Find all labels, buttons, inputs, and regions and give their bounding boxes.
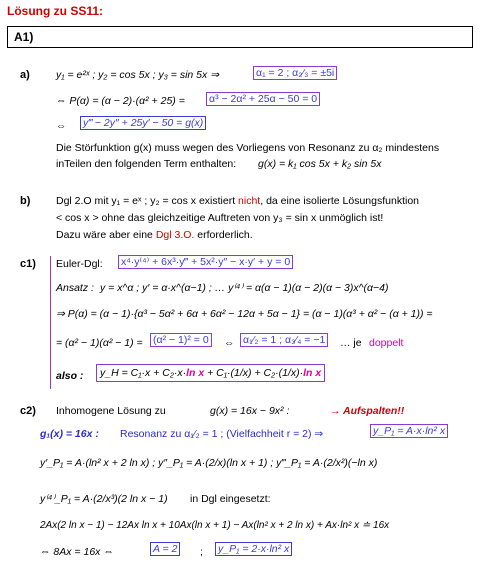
c2-line1: Inhomogene Lösung zu <box>56 405 166 417</box>
c1-ansatz-label: Ansatz : <box>56 282 94 294</box>
c2-d4: y⁽⁴⁾_P₁ = A·(2/x³)(2 ln x − 1) <box>40 493 168 505</box>
part-b-line3-post: erforderlich. <box>197 229 253 241</box>
c2-final: ⇔ 8Ax = 16x ⇔ <box>40 546 114 558</box>
c1-ln2: ln x <box>303 367 322 379</box>
c1-yh-1: y_H = C₁·x + C₂·x· <box>100 367 187 379</box>
part-a-equiv: ⇔ <box>56 120 67 132</box>
part-a-formula: g(x) = k₁ cos 5x + k₂ sin 5x <box>258 158 382 170</box>
part-b-line1 <box>56 195 419 207</box>
c2-derivs: y′_P₁ = A·(ln² x + 2 ln x) ; y″_P₁ = A·(2/x)(ln x + 1) ; y‴_P₁ = A·(2/x²)(−ln x) <box>40 457 378 469</box>
c1-bracket <box>50 256 51 389</box>
c1-doppelt: doppelt <box>369 337 404 349</box>
part-b-line1-pre: Dgl 2.O mit y₁ = eˣ ; y₂ = cos x existiert <box>56 195 236 207</box>
c1-je: … je <box>340 337 362 349</box>
c2-resonanz: Resonanz zu α₁⁄₂ = 1 ; (Vielfachheit r = 2) ⇒ <box>120 428 324 440</box>
part-a-line1: y₁ = e²ˣ ; y₂ = cos 5x ; y₃ = sin 5x ⇒ <box>56 69 219 81</box>
c1-poly2: = (α² − 1)(α² − 1) = <box>56 337 143 349</box>
c2-g1: g₁(x) = 16x : <box>40 428 99 440</box>
c2-yp-box: y_P₁ = 2·x·ln² x <box>215 542 292 556</box>
c1-euler-label: Euler-Dgl: <box>56 258 103 270</box>
part-b-line1-post: , da eine isolierte Lösungsfunktion <box>260 195 420 207</box>
part-a-line2: ⇔ P(α) = (α − 2)·(α² + 25) = <box>56 95 185 107</box>
part-a-text2: inTeilen den folgenden Term enthalten: <box>56 158 237 170</box>
part-b-line3-pre: Dazu wäre aber eine <box>56 229 153 241</box>
c1-euler-box: x⁴·y⁽⁴⁾ + 6x³·y‴ + 5x²·y″ − x·y′ + y = 0 <box>118 255 293 269</box>
c1-roots-box: α₁⁄₂ = 1 ; α₃⁄₄ = −1 <box>240 333 328 347</box>
c1-equiv: ⇔ <box>224 337 235 349</box>
part-a-label: a) <box>20 69 30 81</box>
c1-also: also : <box>56 370 84 382</box>
page-title: Lösung zu SS11: <box>7 4 104 18</box>
c1-poly: ⇒ P(α) = (α − 1)·{α³ − 5α² + 6α + 6α² − 12α + 5α − 1} = (α − 1)(α³ + α² − (α + 1)) = <box>56 308 433 320</box>
c1-homog-box <box>96 364 325 382</box>
c2-A-box: A = 2 <box>150 542 180 556</box>
part-b-label: b) <box>20 195 31 207</box>
section-label: A1) <box>14 30 34 44</box>
part-a-poly-box: α³ − 2α² + 25α − 50 = 0 <box>206 92 320 106</box>
section-box <box>7 26 473 48</box>
c2-g: g(x) = 16x − 9x² : <box>210 405 290 417</box>
part-a-dgl-box: y‴ − 2y″ + 25y′ − 50 = g(x) <box>80 116 206 130</box>
c2-sep: ; <box>200 546 203 558</box>
part-c1-label: c1) <box>20 258 36 270</box>
part-b-line1-red: nicht <box>238 195 261 207</box>
c1-yh-2: + C₁·(1/x) + C₂·(1/x)· <box>204 367 304 379</box>
c2-ansatz-box: y_P₁ = A·x·ln² x <box>370 424 448 438</box>
c2-equation: 2Ax(2 ln x − 1) − 12Ax ln x + 10Ax(ln x + 1) − Ax(ln² x + 2 ln x) + Ax·ln² x ≐ 16x <box>40 520 390 531</box>
c1-poly-box: (α² − 1)² = 0 <box>150 333 212 347</box>
part-b-line2: < cos x > ohne das gleichzeitige Auftreten von y₃ = sin x unmöglich ist! <box>56 212 384 224</box>
part-c2-label: c2) <box>20 405 36 417</box>
c2-aufspalten: → Aufspalten!! <box>330 405 405 417</box>
part-b-line3 <box>56 229 253 241</box>
c2-eingesetzt: in Dgl eingesetzt: <box>190 493 271 505</box>
part-a-text1: Die Störfunktion g(x) muss wegen des Vorliegens von Resonanz zu α₂ mindestens <box>56 142 440 154</box>
part-b-line3-red: Dgl 3.O. <box>155 229 195 241</box>
c1-ln1: ln x <box>186 367 205 379</box>
part-a-roots-box: α₁ = 2 ; α₂⁄₃ = ±5i <box>253 66 337 80</box>
c1-ansatz: y = x^α ; y′ = α·x^(α−1) ; … y⁽⁴⁾ = α(α − 1)(α − 2)(α − 3)x^(α−4) <box>100 282 389 294</box>
